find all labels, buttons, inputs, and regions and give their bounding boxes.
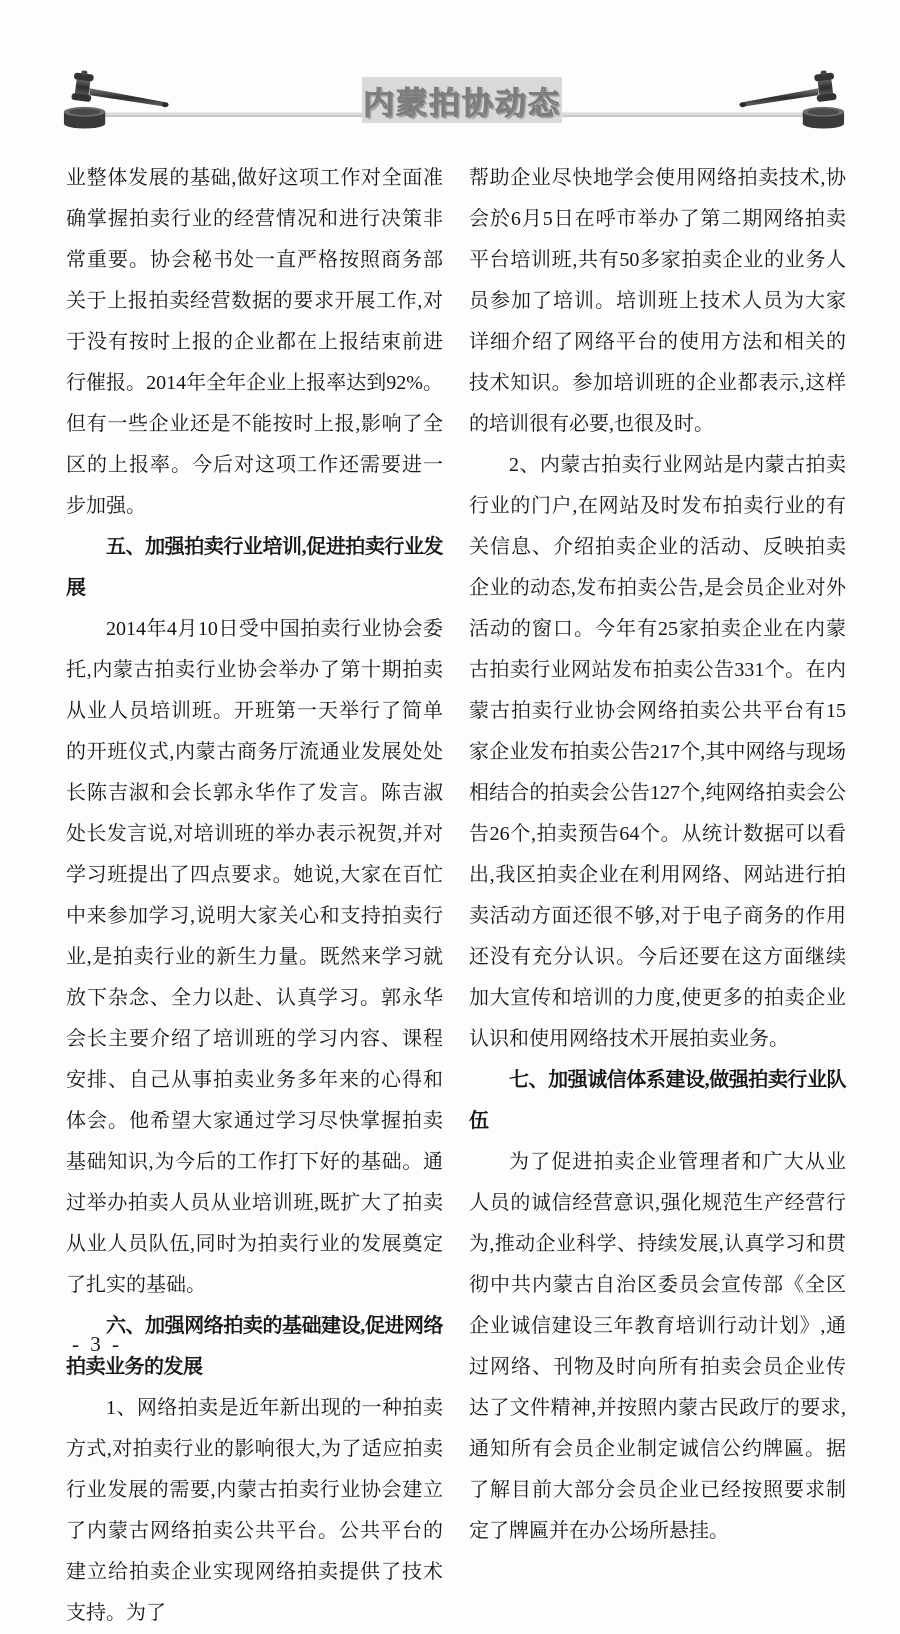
article-body [66, 158, 846, 1634]
section-heading-6: 六、加强网络拍卖的基础建设,促进网络拍卖业务的发展 [66, 1315, 443, 1378]
paragraph: 为了促进拍卖企业管理者和广大从业人员的诚信经营意识,强化规范生产经营行为,推动企业科学、持续发展,认真学习和贯彻中共内蒙古自治区委员会宣传部《全区企业诚信建设三年教育培训行动计划》,通过网络、刊物及时向所有拍卖会员企业传达了文件精神,并按照内蒙古民政厅的要求,通知所有会员企业制定诚信公约牌匾。据了解目前大部分会员企业已经按照要求制定了牌匾并在办公场所悬挂。 [469, 1151, 846, 1542]
paragraph-continuation: 业整体发展的基础,做好这项工作对全面准确掌握拍卖行业的经营情况和进行决策非常重要。协会秘书处一直严格按照商务部关于上报拍卖经营数据的要求开展工作,对于没有按时上报的企业都在上报结束前进行催报。2014年全年企业上报率达到92%。但有一些企业还是不能按时上报,影响了全区的上报率。今后对这项工作还需要进一步加强。 [66, 167, 443, 517]
page-number: - 3 - [72, 1332, 122, 1356]
paragraph: 2、内蒙古拍卖行业网站是内蒙古拍卖行业的门户,在网站及时发布拍卖行业的有关信息、介绍拍卖企业的活动、反映拍卖企业的动态,发布拍卖公告,是会员企业对外活动的窗口。今年有25家拍卖企业在内蒙古拍卖行业网站发布拍卖公告331个。在内蒙古拍卖行业协会网络拍卖公共平台有15家企业发布拍卖公告217个,其中网络与现场相结合的拍卖会公告127个,纯网络拍卖会公告26个,拍卖预告64个。从统计数据可以看出,我区拍卖企业在利用网络、网站进行拍卖活动方面还很不够,对于电子商务的作用还没有充分认识。今后还要在这方面继续加大宣传和培训的力度,使更多的拍卖企业认识和使用网络技术开展拍卖业务。 [469, 454, 846, 1050]
gavel-icon [60, 70, 178, 132]
section-heading-5: 五、加强拍卖行业培训,促进拍卖行业发展 [66, 536, 443, 599]
page-header-banner [362, 77, 562, 123]
paragraph: 1、网络拍卖是近年新出现的一种拍卖方式,对拍卖行业的影响很大,为了适应拍卖行业发展的需要,内蒙古拍卖行业协会建立了内蒙古网络拍卖公共平台。公共平台的建立给拍卖企业实现网络拍卖提供了技术支持。为了 [66, 1397, 443, 1624]
paragraph: 2014年4月10日受中国拍卖行业协会委托,内蒙古拍卖行业协会举办了第十期拍卖从业人员培训班。开班第一天举行了简单的开班仪式,内蒙古商务厅流通业发展处处长陈吉淑和会长郭永华作了发言。陈吉淑处长发言说,对培训班的举办表示祝贺,并对学习班提出了四点要求。她说,大家在百忙中来参加学习,说明大家关心和支持拍卖行业,是拍卖行业的新生力量。既然来学习就放下杂念、全力以赴、认真学习。郭永华会长主要介绍了培训班的学习内容、课程安排、自己从事拍卖业务多年来的心得和体会。他希望大家通过学习尽快掌握拍卖基础知识,为今后的工作打下好的基础。通过举办拍卖人员从业培训班,既扩大了拍卖从业人员队伍,同时为拍卖行业的发展奠定了扎实的基础。 [66, 618, 443, 1296]
paragraph-continuation: 帮助企业尽快地学会使用网络拍卖技术,协会於6月5日在呼市举办了第二期网络拍卖平台培训班,共有50多家拍卖企业的业务人员参加了培训。培训班上技术人员为大家详细介绍了网络平台的使用方法和相关的技术知识。参加培训班的企业都表示,这样的培训很有必要,也很及时。 [469, 167, 846, 435]
gavel-icon [730, 70, 848, 132]
right-column [469, 158, 846, 1634]
page-title: 内蒙拍协动态 [363, 85, 561, 121]
left-column [66, 158, 443, 1634]
section-heading-7: 七、加强诚信体系建设,做强拍卖行业队伍 [469, 1069, 846, 1132]
